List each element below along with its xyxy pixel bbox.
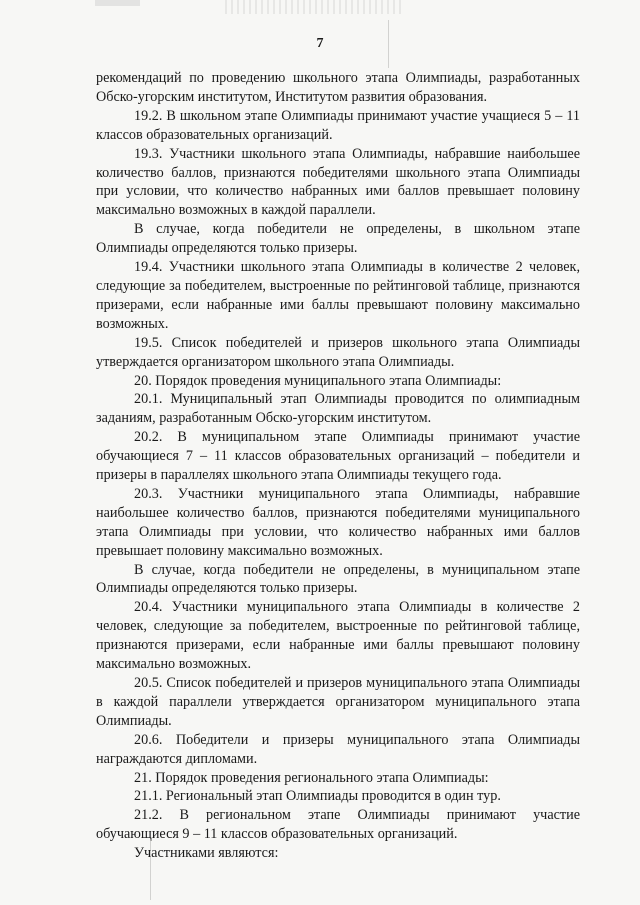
section-heading: 21. Порядок проведения регионального этапа Олимпиады: bbox=[134, 769, 489, 786]
paragraph: рекомендаций по проведению школьного этапа Олимпиады, разработанных Обско-угорским институтом, Институтом развития образования. bbox=[96, 70, 580, 105]
paragraph: 21.2. В региональном этапе Олимпиады принимают участие обучающиеся 9 – 11 классов образовательных организаций. bbox=[96, 807, 580, 843]
paragraph: 20.4. Участники муниципального этапа Олимпиады в количестве 2 человек, следующие за победителем, выстроенные по рейтинговой таблице, признаются призерами, если набранные ими баллы превышают половину максимально возможных. bbox=[96, 599, 580, 673]
paragraph: В случае, когда победители не определены, в муниципальном этапе Олимпиады определяются только призеры. bbox=[96, 561, 580, 597]
paragraph: 20.6. Победители и призеры муниципального этапа Олимпиады награждаются дипломами. bbox=[96, 731, 580, 767]
paragraph: 19.4. Участники школьного этапа Олимпиады в количестве 2 человек, следующие за победителем, выстроенные по рейтинговой таблице, признаются призерами, если набранные ими баллы превышают половину максимально возможных. bbox=[96, 259, 580, 332]
paragraph: 19.5. Список победителей и призеров школьного этапа Олимпиады утверждается организатором школьного этапа Олимпиады. bbox=[96, 334, 580, 370]
document-body bbox=[96, 69, 580, 863]
paragraph: 20.1. Муниципальный этап Олимпиады проводится по олимпиадным заданиям, разработанным Обско-угорским институтом. bbox=[96, 391, 580, 427]
scan-artifact bbox=[225, 0, 405, 14]
paragraph: Участниками являются: bbox=[134, 845, 279, 862]
paragraph: 20.3. Участники муниципального этапа Олимпиады, набравшие наибольшее количество баллов, признаются победителями муниципального этапа Олимпиады при условии, что количество набранных ими баллов превышает половину максимально возможных. bbox=[96, 485, 580, 559]
paragraph: 20.5. Список победителей и призеров муниципального этапа Олимпиады в каждой параллели утверждается организатором муниципального этапа Олимпиады. bbox=[96, 675, 580, 729]
paragraph: 20.2. В муниципальном этапе Олимпиады принимают участие обучающиеся 7 – 11 классов образовательных организаций – победители и призеры в параллелях школьного этапа Олимпиады текущего года. bbox=[96, 429, 580, 484]
paragraph: 21.1. Региональный этап Олимпиады проводится в один тур. bbox=[134, 788, 501, 805]
paragraph: 19.2. В школьном этапе Олимпиады принимают участие учащиеся 5 – 11 классов образовательных организаций. bbox=[96, 107, 580, 143]
section-heading: 20. Порядок проведения муниципального этапа Олимпиады: bbox=[134, 372, 502, 389]
scan-artifact bbox=[95, 0, 140, 6]
paragraph: 19.3. Участники школьного этапа Олимпиады, набравшие наибольшее количество баллов, признаются победителями школьного этапа Олимпиады при условии, что количество набранных ими баллов превышает половину максимально возможных в каждой параллели. bbox=[96, 145, 580, 219]
page-number: 7 bbox=[316, 36, 324, 51]
paragraph: В случае, когда победители не определены, в школьном этапе Олимпиады определяются только призеры. bbox=[96, 221, 580, 257]
